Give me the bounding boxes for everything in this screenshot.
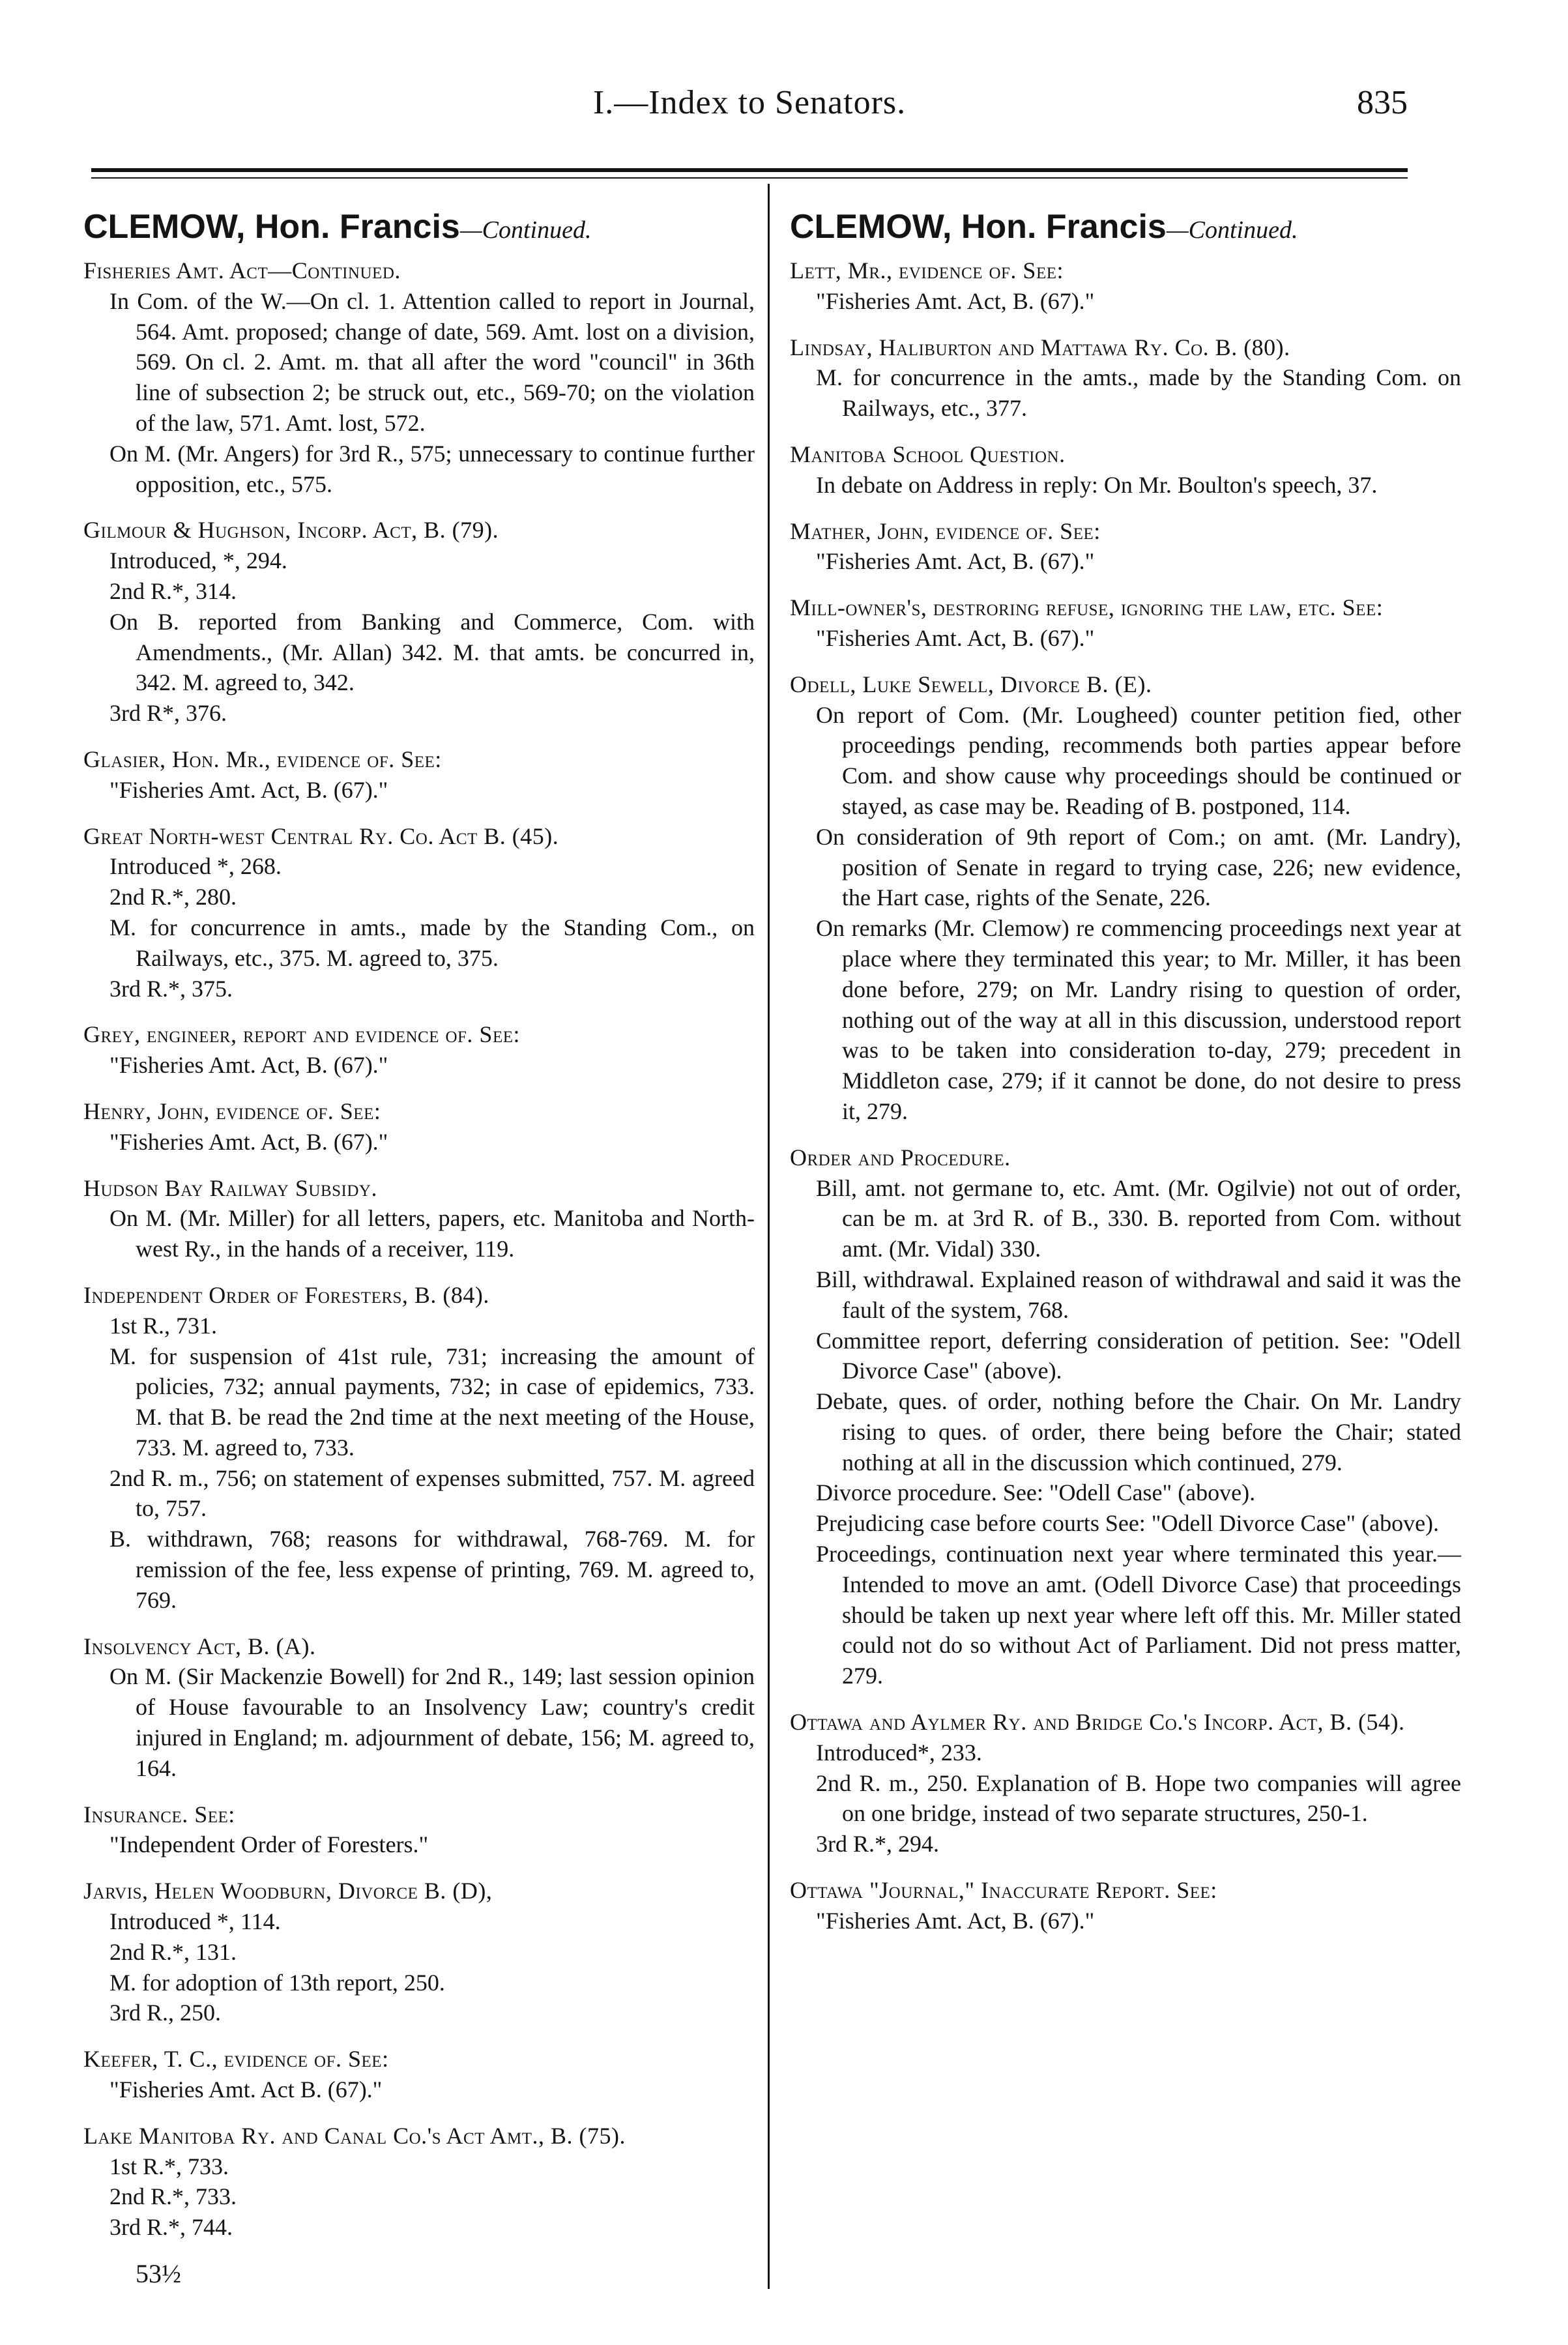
entry-line: Prejudicing case before courts See: "Odell Divorce Case" (above). <box>816 1510 1440 1537</box>
index-entry <box>790 1707 1461 1859</box>
entry-title: Ottawa "Journal," Inaccurate Report. See: <box>790 1877 1217 1904</box>
senator-heading <box>83 207 755 246</box>
entry-title: Independent Order of Foresters, B. (84). <box>83 1281 489 1308</box>
index-entry <box>790 1143 1461 1691</box>
entry-line: 3rd R.*, 294. <box>816 1831 939 1857</box>
entry-line: On B. reported from Banking and Commerce, Com. with Amendments., (Mr. Allan) 342. M. that amts. be concurred in, 342. M. agreed to, 342. <box>109 608 755 696</box>
entry-line: Proceedings, continuation next year where terminated this year.—Intended to move an amt. (Odell Divorce Case) that proceedings should be taken up next year where left off this. Mr. Miller stated could not do so without Act of Parliament. Did not press matter, 279. <box>816 1541 1461 1689</box>
index-entry <box>83 1173 755 1264</box>
entry-line: M. for concurrence in the amts., made by the Standing Com. on Railways, etc., 377. <box>816 364 1461 422</box>
entry-line: M. for suspension of 41st rule, 731; increasing the amount of policies, 732; annual payments, 732; in case of epidemics, 733. M. that B. be read the 2nd time at the next meeting of the House, 733. M. agreed to, 733. <box>109 1343 755 1461</box>
entry-line: Introduced*, 233. <box>816 1739 982 1766</box>
entry-title: Hudson Bay Railway Subsidy. <box>83 1174 377 1201</box>
entry-line: "Fisheries Amt. Act, B. (67)." <box>816 548 1095 575</box>
entry-line: B. withdrawn, 768; reasons for withdrawal, 768-769. M. for remission of the fee, less expense of printing, 769. M. agreed to, 769. <box>109 1526 755 1613</box>
entry-title: Gilmour & Hughson, Incorp. Act, B. (79). <box>83 517 499 544</box>
entry-line: Committee report, deferring consideration of petition. See: "Odell Divorce Case" (above). <box>816 1327 1461 1384</box>
index-entry <box>83 255 755 499</box>
entry-title: Mather, John, evidence of. See: <box>790 517 1101 544</box>
entry-line: Introduced *, 114. <box>109 1908 281 1935</box>
entry-title: Lindsay, Haliburton and Mattawa Ry. Co. B. (80). <box>790 334 1290 360</box>
left-column <box>83 207 755 2289</box>
index-entry <box>83 1876 755 2028</box>
entry-line: On M. (Sir Mackenzie Bowell) for 2nd R., 149; last session opinion of House favourable to an Insolvency Law; country's credit injured in England; m. adjournment of debate, 156; M. agreed to, 164. <box>109 1663 755 1781</box>
index-entry <box>790 255 1461 317</box>
entry-line: On M. (Mr. Miller) for all letters, papers, etc. Manitoba and North-west Ry., in the hands of a receiver, 119. <box>109 1205 755 1262</box>
index-entry <box>83 1631 755 1784</box>
index-entry <box>83 821 755 1004</box>
entry-line: Introduced *, 268. <box>109 853 282 880</box>
right-entries <box>790 255 1461 1936</box>
entry-line: 3rd R.*, 744. <box>109 2214 233 2241</box>
entry-line: "Fisheries Amt. Act, B. (67)." <box>816 624 1095 651</box>
left-entries <box>83 255 755 2243</box>
entry-title: Glasier, Hon. Mr., evidence of. See: <box>83 746 442 772</box>
entry-line: 3rd R*, 376. <box>109 700 227 727</box>
entry-line: "Fisheries Amt. Act, B. (67)." <box>109 776 388 803</box>
entry-line: 2nd R.*, 280. <box>109 884 237 910</box>
index-entry <box>83 515 755 729</box>
index-entry <box>83 1019 755 1081</box>
entry-line: Bill, amt. not germane to, etc. Amt. (Mr. Ogilvie) not out of order, can be m. at 3rd R. of B., 330. B. reported from Com. without amt. (Mr. Vidal) 330. <box>816 1174 1461 1262</box>
header-rule-thin <box>91 177 1408 179</box>
entry-line: "Fisheries Amt. Act B. (67)." <box>109 2076 383 2103</box>
entry-line: On M. (Mr. Angers) for 3rd R., 575; unnecessary to continue further opposition, etc., 575. <box>109 440 755 497</box>
entry-line: 2nd R. m., 756; on statement of expenses submitted, 757. M. agreed to, 757. <box>109 1464 755 1522</box>
index-entry <box>790 669 1461 1127</box>
entry-line: 3rd R., 250. <box>109 2000 221 2026</box>
entry-title: Keefer, T. C., evidence of. See: <box>83 2046 389 2073</box>
column-divider <box>768 184 770 2289</box>
index-entry <box>83 2121 755 2243</box>
right-column <box>790 207 1461 1952</box>
senator-name: CLEMOW, Hon. Francis <box>790 208 1167 246</box>
entry-title: Jarvis, Helen Woodburn, Divorce B. (D), <box>83 1878 493 1904</box>
entry-title: Lake Manitoba Ry. and Canal Co.'s Act Amt., B. (75). <box>83 2122 626 2149</box>
entry-line: M. for concurrence in amts., made by the Standing Com., on Railways, etc., 375. M. agreed to, 375. <box>109 914 755 971</box>
entry-line: 2nd R.*, 314. <box>109 577 237 604</box>
entry-line: "Fisheries Amt. Act, B. (67)." <box>109 1052 388 1079</box>
entry-line: "Independent Order of Foresters." <box>109 1831 429 1858</box>
entry-title: Fisheries Amt. Act—Continued. <box>83 257 401 284</box>
continued-label: —Continued. <box>1166 216 1298 244</box>
entry-title: Mill-owner's, destroring refuse, ignoring the law, etc. See: <box>790 594 1384 621</box>
page-header <box>91 83 1408 136</box>
senator-name: CLEMOW, Hon. Francis <box>83 208 460 246</box>
entry-line: M. for adoption of 13th report, 250. <box>109 1969 445 1996</box>
continued-label: —Continued. <box>459 216 592 244</box>
entry-title: Order and Procedure. <box>790 1144 1011 1171</box>
index-entry <box>790 516 1461 577</box>
entry-line: Debate, ques. of order, nothing before the Chair. On Mr. Landry rising to ques. of order, there being before the Chair; stated nothing at all in the discussion which continued, 279. <box>816 1388 1461 1476</box>
header-rule-thick <box>91 168 1408 172</box>
index-entry <box>83 1096 755 1158</box>
index-entry <box>83 1799 755 1861</box>
index-entry <box>790 332 1461 424</box>
entry-line: 2nd R.*, 733. <box>109 2183 237 2210</box>
entry-line: On report of Com. (Mr. Lougheed) counter petition fied, other proceedings pending, recommends both parties appear before Com. and show cause why proceedings should be continued or stayed, as case may be. Reading of B. postponed, 114. <box>816 701 1461 819</box>
entry-line: 2nd R. m., 250. Explanation of B. Hope two companies will agree on one bridge, instead of two separate structures, 250-1. <box>816 1770 1461 1827</box>
page-number: 835 <box>1357 84 1408 121</box>
entry-line: Introduced, *, 294. <box>109 547 287 574</box>
signature-folio: 53½ <box>136 2259 181 2289</box>
entry-line: Bill, withdrawal. Explained reason of withdrawal and said it was the fault of the system, 768. <box>816 1266 1461 1323</box>
entry-title: Lett, Mr., evidence of. See: <box>790 257 1064 284</box>
entry-title: Insurance. See: <box>83 1801 235 1828</box>
entry-line: In debate on Address in reply: On Mr. Boulton's speech, 37. <box>816 471 1378 498</box>
index-entry <box>83 744 755 806</box>
index-entry <box>790 1875 1461 1936</box>
entry-line: 1st R., 731. <box>109 1312 218 1339</box>
entry-line: "Fisheries Amt. Act, B. (67)." <box>109 1128 388 1155</box>
senator-heading <box>790 207 1461 246</box>
entry-line: In Com. of the W.—On cl. 1. Attention called to report in Journal, 564. Amt. proposed; change of date, 569. Amt. lost on a division, 569. On cl. 2. Amt. m. that all after the word "council" in 36th line of subsection 2; be struck out, etc., 569-70; on the violation of the law, 571. Amt. lost, 572. <box>109 287 755 436</box>
entry-title: Grey, engineer, report and evidence of. See: <box>83 1021 520 1048</box>
index-entry <box>790 592 1461 654</box>
index-entry <box>83 1280 755 1616</box>
entry-line: 3rd R.*, 375. <box>109 975 233 1002</box>
index-entry <box>83 2044 755 2105</box>
entry-line: Divorce procedure. See: "Odell Case" (above). <box>816 1479 1256 1506</box>
entry-title: Odell, Luke Sewell, Divorce B. (E). <box>790 671 1152 697</box>
entry-line: On consideration of 9th report of Com.; on amt. (Mr. Landry), position of Senate in regard to trying case, 226; new evidence, the Hart case, rights of the Senate, 226. <box>816 823 1461 911</box>
entry-line: 1st R.*, 733. <box>109 2153 229 2179</box>
entry-title: Henry, John, evidence of. See: <box>83 1098 381 1124</box>
entry-line: "Fisheries Amt. Act, B. (67)." <box>816 1907 1095 1934</box>
entry-title: Manitoba School Question. <box>790 441 1066 467</box>
entry-line: "Fisheries Amt. Act, B. (67)." <box>816 287 1095 314</box>
running-title: I.—Index to Senators. <box>592 84 907 121</box>
entry-title: Insolvency Act, B. (A). <box>83 1633 316 1659</box>
entry-title: Ottawa and Aylmer Ry. and Bridge Co.'s Incorp. Act, B. (54). <box>790 1709 1405 1736</box>
index-entry <box>790 439 1461 501</box>
entry-title: Great North-west Central Ry. Co. Act B. (45). <box>83 823 559 849</box>
entry-line: 2nd R.*, 131. <box>109 1938 237 1965</box>
entry-line: On remarks (Mr. Clemow) re commencing proceedings next year at place where they terminated this year; to Mr. Miller, it has been done before, 279; on Mr. Landry rising to question of order, nothing out of the way at all in this discussion, understood report was to be taken into consideration to-day, 279; precedent in Middleton case, 279; if it cannot be done, do not desire to press it, 279. <box>816 915 1461 1124</box>
